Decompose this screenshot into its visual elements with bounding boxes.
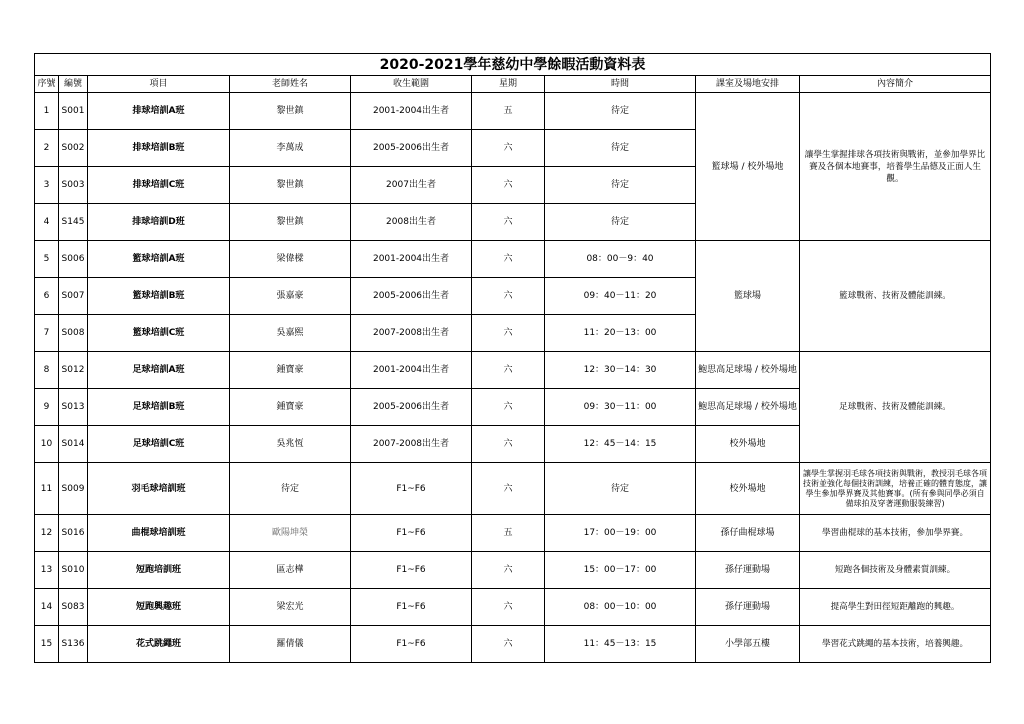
cell-desc: 讓學生掌握羽毛球各項技術與戰術，教授羽毛球各項技術並強化每個技術訓練，培養正確的體育態度，讓學生參加學界賽及其他賽事。(所有參與同學必須自備球拍及穿著運動服裝練習) xyxy=(800,463,991,515)
cell-desc: 足球戰術、技術及體能訓練。 xyxy=(800,352,991,463)
cell-day: 六 xyxy=(472,426,545,463)
cell-code: S136 xyxy=(59,626,88,663)
cell-no: 2 xyxy=(35,130,59,167)
cell-day: 六 xyxy=(472,552,545,589)
cell-day: 五 xyxy=(472,93,545,130)
cell-no: 8 xyxy=(35,352,59,389)
cell-venue: 孫仔運動場 xyxy=(696,552,800,589)
cell-time: 待定 xyxy=(545,204,696,241)
cell-time: 17：00－19：00 xyxy=(545,515,696,552)
table-title: 2020-2021學年慈幼中學餘暇活動資料表 xyxy=(35,54,991,76)
cell-code: S007 xyxy=(59,278,88,315)
cell-item: 排球培訓A班 xyxy=(88,93,230,130)
cell-range: 2001-2004出生者 xyxy=(351,241,472,278)
cell-item: 排球培訓C班 xyxy=(88,167,230,204)
cell-day: 六 xyxy=(472,463,545,515)
cell-day: 六 xyxy=(472,626,545,663)
cell-venue: 孫仔運動場 xyxy=(696,589,800,626)
cell-range: 2007出生者 xyxy=(351,167,472,204)
header-venue: 課室及場地安排 xyxy=(696,76,800,93)
cell-time: 11：20－13：00 xyxy=(545,315,696,352)
cell-range: 2001-2004出生者 xyxy=(351,352,472,389)
cell-range: 2001-2004出生者 xyxy=(351,93,472,130)
cell-teacher: 鍾寶豪 xyxy=(230,389,351,426)
cell-venue: 小學部五樓 xyxy=(696,626,800,663)
cell-teacher: 梁宏光 xyxy=(230,589,351,626)
header-range: 收生範圍 xyxy=(351,76,472,93)
cell-no: 6 xyxy=(35,278,59,315)
cell-time: 待定 xyxy=(545,93,696,130)
cell-range: F1~F6 xyxy=(351,463,472,515)
cell-range: 2007-2008出生者 xyxy=(351,426,472,463)
cell-code: S014 xyxy=(59,426,88,463)
table-row xyxy=(35,589,991,626)
table-row xyxy=(35,626,991,663)
header-row xyxy=(35,76,991,93)
cell-teacher: 鍾寶豪 xyxy=(230,352,351,389)
cell-range: F1~F6 xyxy=(351,552,472,589)
cell-teacher: 梁偉樑 xyxy=(230,241,351,278)
cell-item: 足球培訓B班 xyxy=(88,389,230,426)
cell-desc: 籃球戰術、技術及體能訓練。 xyxy=(800,241,991,352)
cell-item: 籃球培訓A班 xyxy=(88,241,230,278)
cell-day: 六 xyxy=(472,315,545,352)
cell-no: 9 xyxy=(35,389,59,426)
cell-code: S012 xyxy=(59,352,88,389)
cell-code: S010 xyxy=(59,552,88,589)
cell-time: 12：45－14：15 xyxy=(545,426,696,463)
cell-range: F1~F6 xyxy=(351,626,472,663)
cell-venue: 校外場地 xyxy=(696,426,800,463)
cell-desc: 短跑各個技術及身體素質訓練。 xyxy=(800,552,991,589)
cell-item: 排球培訓D班 xyxy=(88,204,230,241)
cell-range: F1~F6 xyxy=(351,515,472,552)
cell-teacher: 吳嘉熙 xyxy=(230,315,351,352)
cell-item: 足球培訓A班 xyxy=(88,352,230,389)
cell-code: S145 xyxy=(59,204,88,241)
cell-code: S001 xyxy=(59,93,88,130)
table-row xyxy=(35,241,991,278)
cell-no: 12 xyxy=(35,515,59,552)
cell-code: S003 xyxy=(59,167,88,204)
cell-item: 曲棍球培訓班 xyxy=(88,515,230,552)
header-day: 星期 xyxy=(472,76,545,93)
cell-no: 5 xyxy=(35,241,59,278)
cell-code: S016 xyxy=(59,515,88,552)
cell-teacher: 黎世鎮 xyxy=(230,204,351,241)
cell-range: 2008出生者 xyxy=(351,204,472,241)
table-row xyxy=(35,463,991,515)
cell-teacher: 黎世鎮 xyxy=(230,93,351,130)
cell-day: 六 xyxy=(472,352,545,389)
header-desc: 內容簡介 xyxy=(800,76,991,93)
cell-time: 08：00－10：00 xyxy=(545,589,696,626)
table-row xyxy=(35,515,991,552)
cell-time: 12：30－14：30 xyxy=(545,352,696,389)
cell-venue: 鮑思高足球場 / 校外場地 xyxy=(696,389,800,426)
cell-item: 短跑興趣班 xyxy=(88,589,230,626)
cell-teacher: 張嘉豪 xyxy=(230,278,351,315)
header-code: 編號 xyxy=(59,76,88,93)
cell-code: S083 xyxy=(59,589,88,626)
cell-code: S008 xyxy=(59,315,88,352)
cell-day: 六 xyxy=(472,204,545,241)
cell-no: 3 xyxy=(35,167,59,204)
cell-teacher: 李萬成 xyxy=(230,130,351,167)
cell-desc: 學習曲棍球的基本技術，參加學界賽。 xyxy=(800,515,991,552)
cell-no: 11 xyxy=(35,463,59,515)
header-teacher: 老師姓名 xyxy=(230,76,351,93)
cell-day: 六 xyxy=(472,130,545,167)
cell-code: S006 xyxy=(59,241,88,278)
cell-no: 13 xyxy=(35,552,59,589)
cell-no: 7 xyxy=(35,315,59,352)
cell-time: 09：30－11：00 xyxy=(545,389,696,426)
cell-no: 15 xyxy=(35,626,59,663)
cell-teacher: 待定 xyxy=(230,463,351,515)
cell-range: F1~F6 xyxy=(351,589,472,626)
cell-venue: 籃球場 xyxy=(696,241,800,352)
cell-venue: 校外場地 xyxy=(696,463,800,515)
cell-teacher: 羅倩儀 xyxy=(230,626,351,663)
cell-day: 六 xyxy=(472,278,545,315)
cell-code: S002 xyxy=(59,130,88,167)
cell-item: 短跑培訓班 xyxy=(88,552,230,589)
cell-no: 1 xyxy=(35,93,59,130)
cell-time: 11：45－13：15 xyxy=(545,626,696,663)
table-row xyxy=(35,552,991,589)
cell-time: 15：00－17：00 xyxy=(545,552,696,589)
cell-venue: 鮑思高足球場 / 校外場地 xyxy=(696,352,800,389)
cell-venue: 孫仔曲棍球場 xyxy=(696,515,800,552)
cell-desc: 學習花式跳繩的基本技術，培養興趣。 xyxy=(800,626,991,663)
cell-teacher: 區志樺 xyxy=(230,552,351,589)
cell-teacher: 吳兆恆 xyxy=(230,426,351,463)
cell-day: 六 xyxy=(472,241,545,278)
header-no: 序號 xyxy=(35,76,59,93)
cell-teacher: 歐陽坤榮 xyxy=(230,515,351,552)
cell-item: 足球培訓C班 xyxy=(88,426,230,463)
cell-time: 09：40－11：20 xyxy=(545,278,696,315)
cell-no: 10 xyxy=(35,426,59,463)
cell-code: S009 xyxy=(59,463,88,515)
cell-item: 籃球培訓C班 xyxy=(88,315,230,352)
table-row xyxy=(35,93,991,130)
cell-day: 六 xyxy=(472,589,545,626)
header-time: 時間 xyxy=(545,76,696,93)
activity-table xyxy=(34,53,991,663)
cell-range: 2007-2008出生者 xyxy=(351,315,472,352)
cell-day: 六 xyxy=(472,167,545,204)
cell-desc: 提高學生對田徑短距離跑的興趣。 xyxy=(800,589,991,626)
cell-time: 08：00－9：40 xyxy=(545,241,696,278)
cell-venue: 籃球場 / 校外場地 xyxy=(696,93,800,241)
header-item: 項目 xyxy=(88,76,230,93)
cell-teacher: 黎世鎮 xyxy=(230,167,351,204)
cell-range: 2005-2006出生者 xyxy=(351,278,472,315)
cell-item: 羽毛球培訓班 xyxy=(88,463,230,515)
cell-code: S013 xyxy=(59,389,88,426)
cell-item: 花式跳繩班 xyxy=(88,626,230,663)
cell-day: 六 xyxy=(472,389,545,426)
cell-time: 待定 xyxy=(545,130,696,167)
cell-item: 排球培訓B班 xyxy=(88,130,230,167)
cell-range: 2005-2006出生者 xyxy=(351,389,472,426)
cell-range: 2005-2006出生者 xyxy=(351,130,472,167)
cell-day: 五 xyxy=(472,515,545,552)
cell-time: 待定 xyxy=(545,463,696,515)
cell-no: 14 xyxy=(35,589,59,626)
table-row xyxy=(35,352,991,389)
cell-time: 待定 xyxy=(545,167,696,204)
cell-item: 籃球培訓B班 xyxy=(88,278,230,315)
cell-desc: 讓學生掌握排球各項技術與戰術，並參加學界比賽及各個本地賽事，培養學生品德及正面人生觀。 xyxy=(800,93,991,241)
cell-no: 4 xyxy=(35,204,59,241)
